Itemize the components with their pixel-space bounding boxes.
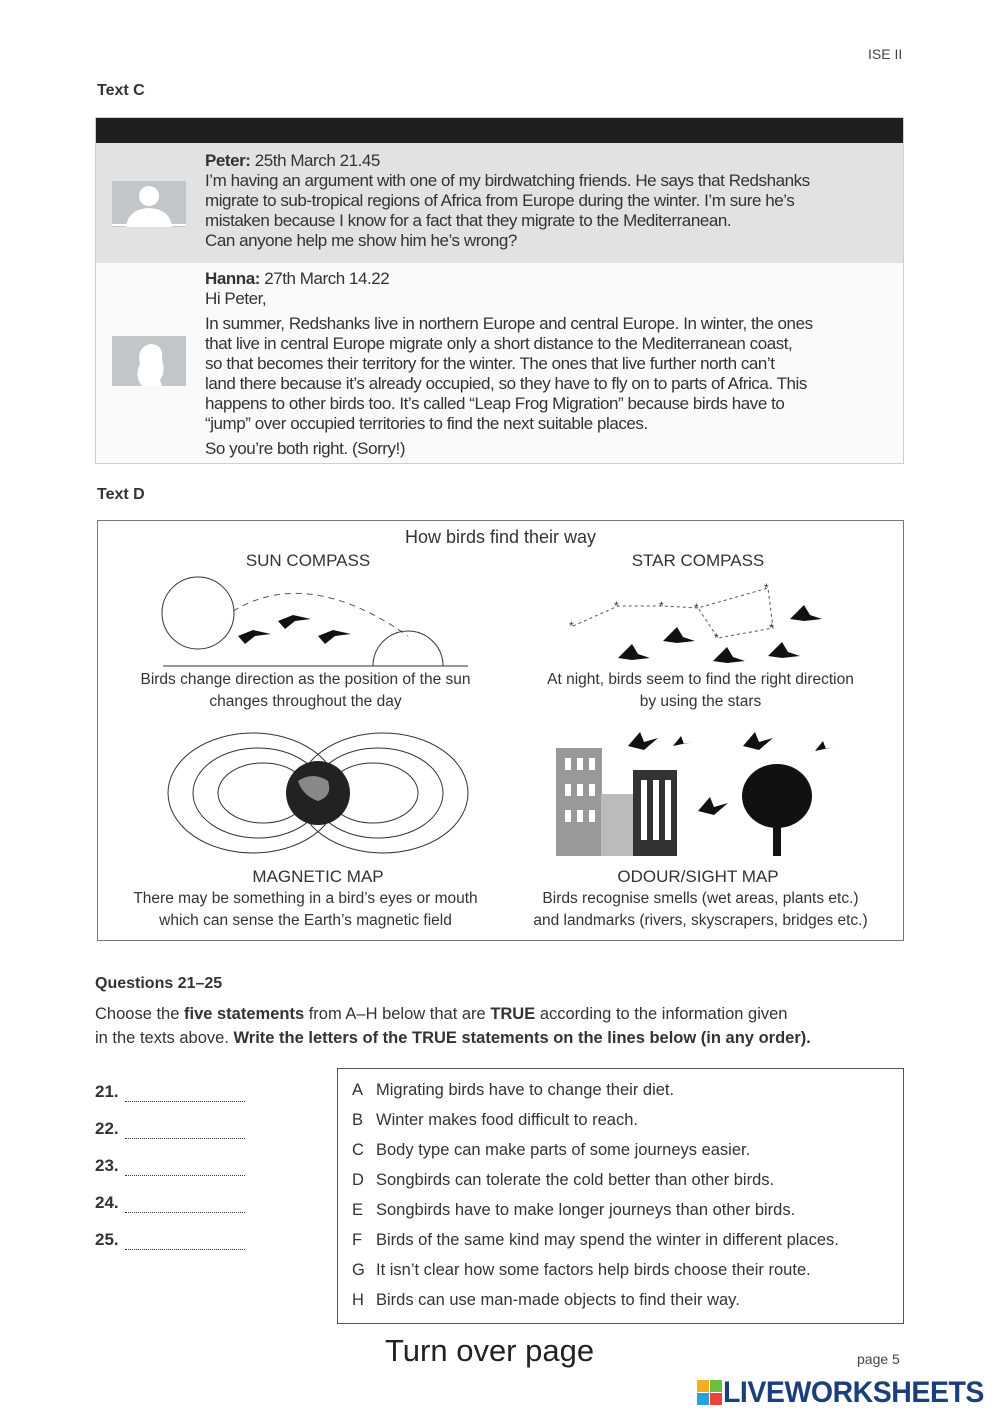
answer-row-24 <box>95 1193 245 1213</box>
option-e <box>352 1201 795 1220</box>
post-timestamp: 25th March 21.45 <box>254 151 380 170</box>
option-c <box>352 1141 750 1160</box>
option-letter: H <box>352 1291 364 1309</box>
svg-text:*: * <box>694 601 699 615</box>
instr-text: according to the information given <box>535 1005 788 1023</box>
instr-text: TRUE <box>412 1029 457 1047</box>
answer-row-22 <box>95 1119 245 1139</box>
svg-text:*: * <box>714 631 719 645</box>
panel-heading: SUN COMPASS <box>245 551 371 570</box>
answer-row-23 <box>95 1156 245 1176</box>
option-b <box>352 1111 638 1130</box>
option-h <box>352 1291 740 1310</box>
option-text: Birds of the same kind may spend the winter in different places. <box>376 1231 839 1249</box>
panel-heading: STAR COMPASS <box>631 551 765 570</box>
option-text: Songbirds can tolerate the cold better than other birds. <box>376 1171 775 1189</box>
instr-text: TRUE <box>490 1005 536 1023</box>
forum-thread <box>95 117 904 464</box>
page-number: page 5 <box>857 1351 900 1367</box>
svg-text:*: * <box>659 599 664 613</box>
post-line: so that becomes their territory for the winter. The ones that live further north can’t <box>205 354 775 373</box>
answer-input-25[interactable] <box>125 1236 245 1250</box>
option-letter: E <box>352 1201 364 1219</box>
post-line: happens to other birds too. It’s called “Leap Frog Migration” because birds have to <box>205 394 785 413</box>
post-author: Peter: <box>205 151 251 170</box>
panel-caption <box>108 669 503 713</box>
option-text: Body type can make parts of some journeys easier. <box>376 1141 751 1159</box>
logo-text: LIVEWORKSHEETS <box>723 1376 984 1409</box>
caption-line: There may be something in a bird’s eyes or mouth <box>133 890 478 907</box>
post-author: Hanna: <box>205 269 260 288</box>
svg-text:*: * <box>614 599 619 613</box>
text-d-label: Text D <box>97 486 145 503</box>
panel-heading: ODOUR/SIGHT MAP <box>617 867 779 886</box>
option-f <box>352 1231 839 1250</box>
caption-line: At night, birds seem to find the right direction <box>547 671 854 688</box>
svg-text:*: * <box>764 581 769 595</box>
post-line: In summer, Redshanks live in northern Europe and central Europe. In winter, the ones <box>205 314 813 333</box>
instr-text: Choose the <box>95 1005 184 1023</box>
option-text: Migrating birds have to change their diet. <box>376 1081 675 1099</box>
text-c-label: Text C <box>97 82 145 99</box>
answer-number: 24. <box>95 1193 119 1212</box>
post-line: that live in central Europe migrate only a short distance to the Mediterranean coast, <box>205 334 793 353</box>
questions-heading: Questions 21–25 <box>95 975 223 992</box>
svg-text:*: * <box>569 619 574 633</box>
instr-text: Write the letters of the <box>233 1029 412 1047</box>
answer-number: 21. <box>95 1082 119 1101</box>
answer-row-21 <box>95 1082 245 1102</box>
forum-post-peter <box>96 143 903 263</box>
option-text: It isn’t clear how some factors help birds choose their route. <box>376 1261 811 1279</box>
answer-input-24[interactable] <box>125 1199 245 1213</box>
option-a <box>352 1081 674 1100</box>
sun-compass-illustration <box>158 576 478 671</box>
caption-line: Birds recognise smells (wet areas, plants etc.) <box>542 890 859 907</box>
caption-line: changes throughout the day <box>209 693 402 710</box>
caption-line: by using the stars <box>639 693 762 710</box>
turn-over-text: Turn over page <box>385 1333 595 1368</box>
odour-sight-illustration <box>553 726 853 861</box>
option-letter: G <box>352 1261 365 1279</box>
instr-text: in the texts above. <box>95 1029 234 1047</box>
answer-input-22[interactable] <box>125 1125 245 1139</box>
option-letter: F <box>352 1231 363 1249</box>
panel-heading: MAGNETIC MAP <box>252 867 384 886</box>
post-line: land there because it’s already occupied, so they have to fly on to parts of Africa. This <box>205 374 807 393</box>
male-avatar-icon <box>112 179 186 227</box>
bird-navigation-diagram <box>97 520 904 941</box>
caption-line: Birds change direction as the position of the sun <box>140 671 471 688</box>
option-d <box>352 1171 774 1190</box>
panel-caption <box>498 888 903 932</box>
forum-header-bar <box>96 118 903 143</box>
post-line: “jump” over occupied territories to find the next suitable places. <box>205 414 648 433</box>
forum-post-hanna <box>96 263 903 464</box>
answer-input-23[interactable] <box>125 1162 245 1176</box>
live-badge-icon <box>697 1380 723 1406</box>
answer-number: 25. <box>95 1230 119 1249</box>
answer-row-25 <box>95 1230 245 1250</box>
answer-input-21[interactable] <box>125 1088 245 1102</box>
instr-text: from A–H below that are <box>304 1005 491 1023</box>
magnetic-field-illustration <box>163 726 473 861</box>
post-line: migrate to sub-tropical regions of Africa from Europe during the winter. I’m sure he’s <box>205 191 795 210</box>
answer-number: 23. <box>95 1156 119 1175</box>
exam-code: ISE II <box>868 46 903 62</box>
option-letter: C <box>352 1141 364 1159</box>
post-line: I’m having an argument with one of my birdwatching friends. He says that Redshanks <box>205 171 810 190</box>
diagram-title: How birds find their way <box>404 527 597 547</box>
instr-text: five statements <box>183 1005 305 1023</box>
statement-options <box>337 1068 904 1324</box>
option-letter: B <box>352 1111 364 1129</box>
instr-text: statements on the lines below (in any order). <box>456 1029 811 1047</box>
option-text: Birds can use man-made objects to find their way. <box>376 1291 740 1309</box>
option-text: Winter makes food difficult to reach. <box>376 1111 638 1129</box>
post-closing: So you’re both right. (Sorry!) <box>205 439 406 458</box>
answer-number: 22. <box>95 1119 119 1138</box>
option-letter: D <box>352 1171 364 1189</box>
questions-instructions <box>95 1002 811 1050</box>
star-compass-illustration <box>558 576 848 671</box>
post-line: mistaken because I know for a fact that they migrate to the Mediterranean. <box>205 211 732 230</box>
post-greeting: Hi Peter, <box>205 289 267 308</box>
female-avatar-icon <box>112 336 186 386</box>
caption-line: and landmarks (rivers, skyscrapers, bridges etc.) <box>533 912 868 929</box>
option-g <box>352 1261 811 1280</box>
svg-text:*: * <box>769 621 774 635</box>
liveworksheets-logo <box>697 1376 998 1410</box>
post-line: Can anyone help me show him he’s wrong? <box>205 231 517 250</box>
caption-line: which can sense the Earth’s magnetic field <box>159 912 452 929</box>
panel-caption <box>503 669 898 713</box>
post-timestamp: 27th March 14.22 <box>264 269 390 288</box>
option-letter: A <box>352 1081 364 1099</box>
option-text: Songbirds have to make longer journeys than other birds. <box>376 1201 796 1219</box>
panel-caption <box>103 888 508 932</box>
